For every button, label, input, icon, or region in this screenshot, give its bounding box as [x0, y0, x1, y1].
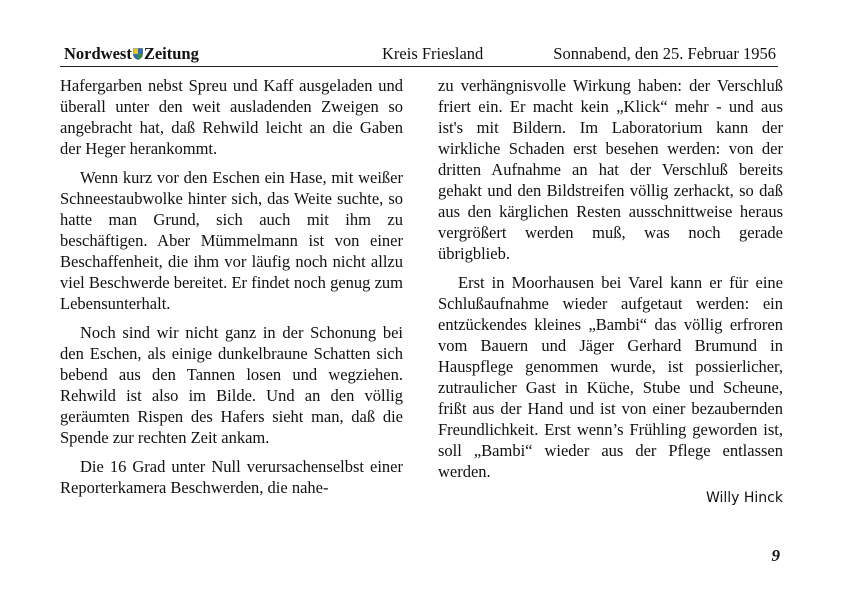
- paragraph: Hafergarben nebst Spreu und Kaff ausgeladen und überall unter den weit ausladenden Zweigen so angebracht hat, daß Rehwild leicht an die Gaben der Heger herankommt.: [60, 76, 403, 158]
- page-header: [60, 44, 778, 67]
- paragraph: zu verhängnisvolle Wirkung haben: der Verschluß friert ein. Er macht kein „Klick“ mehr - und aus ist's mit Bildern. Im Laboratorium kann der wirkliche Schaden erst besehen werden: von der dritten Aufnahme an hat der Verschluß bereits gehakt und den Bildstreifen völlig zerhackt, so daß aus den kärglichen Resten ausschnittweise heraus vergrößert werden muß, was noch gerade übrigblieb.: [438, 76, 783, 263]
- paragraph: Noch sind wir nicht ganz in der Schonung bei den Eschen, als einige dunkelbraune Schatten sich bebend aus den Tannen losen und wegziehen. Rehwild ist also im Bilde. Und an den völlig geräumten Rispen des Hafers sieht man, daß die Spende zur rechten Zeit ankam.: [60, 323, 403, 447]
- paragraph: Wenn kurz vor den Eschen ein Hase, mit weißer Schneestaubwolke hinter sich, das Weite suchte, so hatte man Grund, sich auch mit ihm zu beschäftigen. Aber Mümmelmann ist von einer Beschaffenheit, die ihm vor läufig noch nicht allzu viel Beschwerde bereitet. Er findet noch genug zum Lebensunterhalt.: [60, 168, 403, 313]
- newspaper-brand: [64, 44, 199, 64]
- page-number: 9: [771, 546, 780, 565]
- paragraph: Erst in Moorhausen bei Varel kann er für eine Schlußaufnahme wieder aufgetaut werden: ein entzückendes kleines „Bambi“ das völlig erfroren vom Bauern und Jäger Gerhard Brumund in Hauspflege genommen wurde, ist possierlicher, zutraulicher Gast in Küche, Stube und Scheune, frißt aus der Hand und ist von einer bezaubernden Freundlichkeit. Erst wenn’s Frühling geworden ist, soll „Bambi“ wieder aus der Pflege entlassen werden.: [438, 273, 783, 481]
- right-column: [438, 75, 783, 509]
- paragraph: Die 16 Grad unter Null verursachenselbst einer Reporterkamera Beschwerden, die nahe-: [60, 457, 403, 497]
- left-column: [60, 75, 403, 506]
- region-label: Kreis Friesland: [382, 44, 484, 63]
- brand-name-part1: Nordwest: [64, 44, 132, 63]
- coat-of-arms-icon: [133, 48, 143, 60]
- author-signature: Willy Hinck: [705, 490, 783, 506]
- brand-name-part2: Zeitung: [143, 44, 199, 63]
- issue-date: Sonnabend, den 25. Februar 1956: [553, 44, 776, 63]
